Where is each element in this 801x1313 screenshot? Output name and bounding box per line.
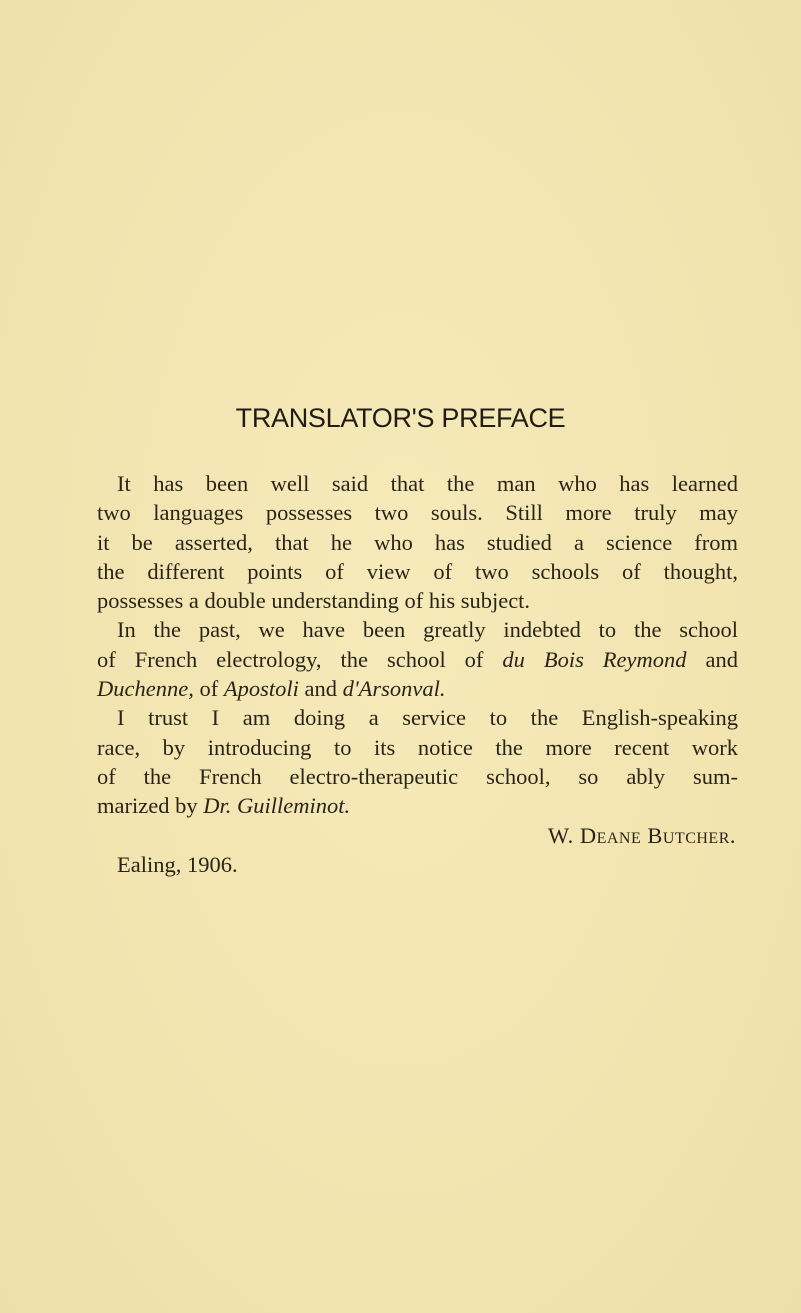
paragraph-1	[97, 469, 738, 615]
page-title: TRANSLATOR'S PREFACE	[235, 403, 566, 433]
italic-name: Apostoli	[223, 676, 299, 702]
text-line: race, by introducing to its notice the more recent work	[97, 734, 738, 760]
preface-body	[97, 469, 738, 879]
text-line: the different points of view of two schools of thought,	[97, 558, 738, 584]
italic-name: Dr. Guilleminot.	[203, 793, 351, 819]
italic-name: du Bois Reymond	[502, 646, 687, 672]
text-line: possesses a double understanding of his subject.	[97, 588, 531, 614]
text-span: marized by	[97, 793, 198, 819]
text-span: and	[304, 676, 337, 702]
text-line: It has been well said that the man who has learned	[117, 471, 738, 496]
text-span: of French electrology, the school of	[97, 646, 484, 672]
text-line	[97, 645, 738, 674]
text-line: In the past, we have been greatly indebted to the school	[117, 617, 738, 643]
paragraph-3	[97, 703, 738, 820]
text-line: it be asserted, that he who has studied a science from	[97, 529, 738, 555]
text-span: of	[199, 676, 219, 702]
italic-name: d'Arsonval.	[342, 676, 446, 702]
text-line: of the French electro-therapeutic school, so ably sum-	[97, 763, 738, 789]
text-line: I trust I am doing a service to the English-speaking	[117, 705, 738, 731]
place-date: Ealing, 1906.	[117, 851, 238, 877]
text-span: and	[705, 646, 738, 672]
text-line	[97, 674, 738, 703]
paragraph-2	[97, 615, 738, 703]
italic-name: Duchenne,	[97, 676, 194, 702]
text-line: two languages possesses two souls. Still more truly may	[97, 500, 738, 526]
text-line	[97, 791, 738, 820]
signature: W. Deane Butcher.	[547, 822, 736, 848]
